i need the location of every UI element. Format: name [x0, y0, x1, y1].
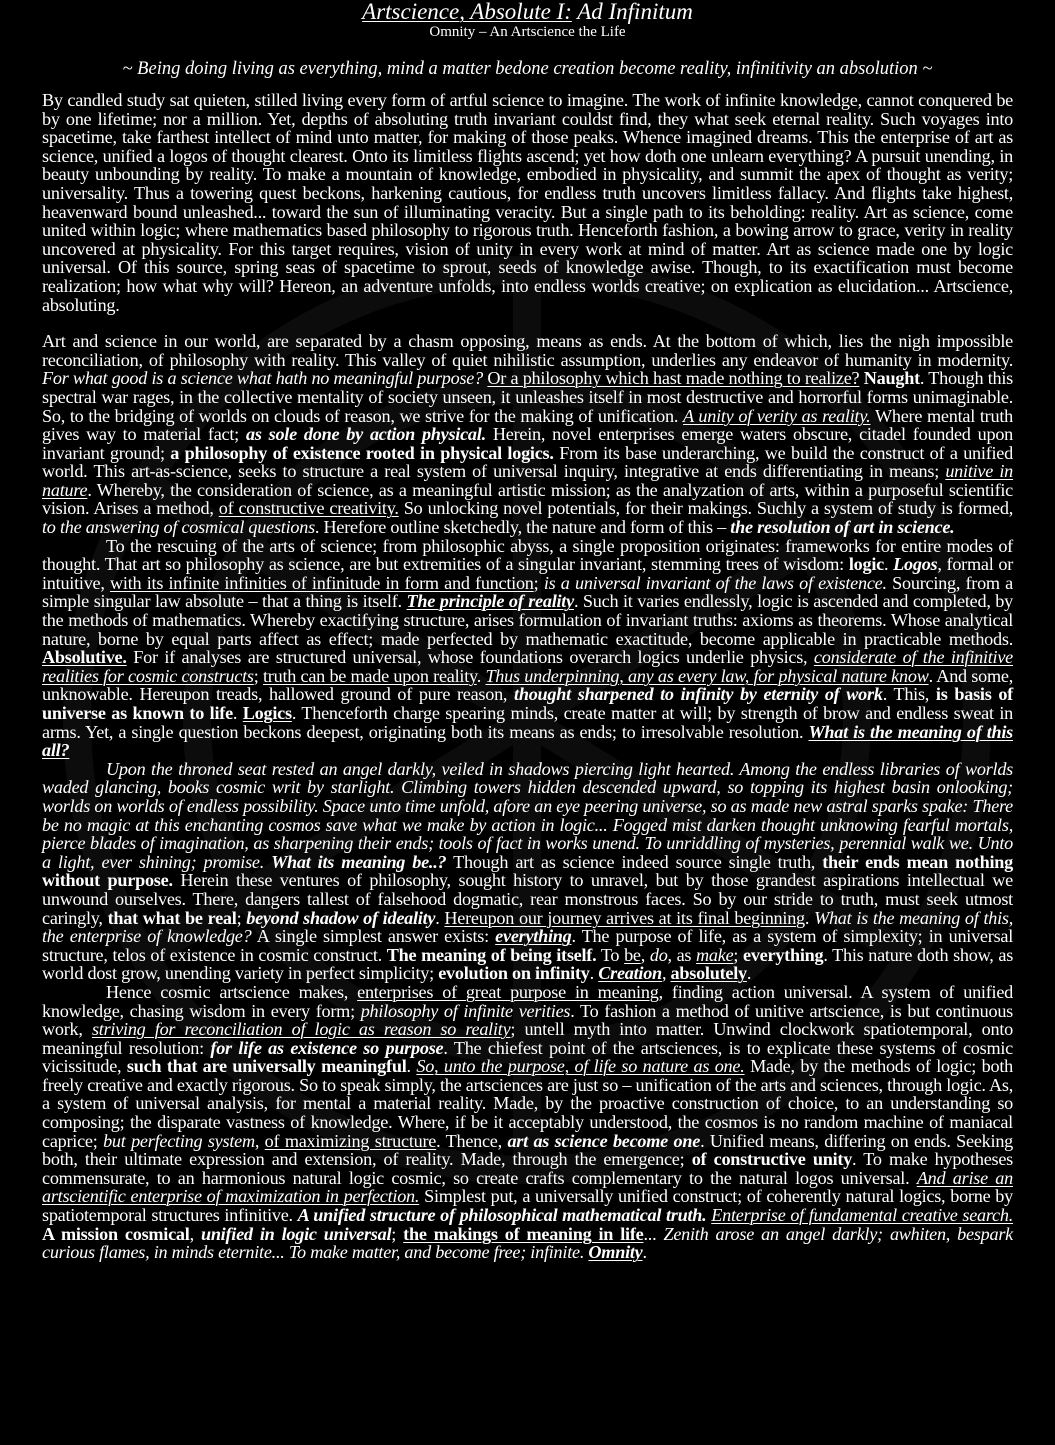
text-run: .	[435, 907, 445, 928]
text-run: The principle of reality	[406, 591, 574, 612]
text-run: Logics	[242, 703, 292, 723]
text-run: . And some, unknowable. Hereupon treads, hallowed ground of pure reason,	[42, 665, 1013, 705]
text-run: ...	[643, 1223, 664, 1244]
text-run: What is the meaning of this all?	[42, 721, 1014, 761]
title-rest: Ad Infinitum	[571, 0, 693, 24]
text-run: A unified structure of philosophical mathematical truth.	[297, 1205, 707, 1226]
text-run: What is the meaning of this, the enterprise of knowledge?	[42, 907, 1014, 947]
text-run: .	[589, 963, 599, 984]
text-run: Simplest put, a universally unified construct; of coherently natural logics, borne by spatiotemporal structures infinitive.	[42, 1186, 1013, 1226]
text-run: Though art as science indeed source single truth,	[446, 851, 823, 872]
document-subtitle: Omnity – An Artscience the Life	[429, 24, 626, 40]
text-run: Herein these ventures of philosophy, sought history to unravel, but by those grandest aspirations intellectual we unwound ourselves. There, dangers tallest of falsehood dogmatic, rear monstrous faces. So by our stride to truth, must seek utmost caringly,	[42, 870, 1014, 928]
text-run: Or a philosophy which hast made nothing to realize?	[487, 368, 860, 389]
text-run: . The purpose of life, as a system of simplexity; in universal structure, telos of existence in cosmic construct.	[42, 926, 1014, 965]
text-run: , as	[667, 944, 697, 965]
text-run: considerate of the infinitive realities for cosmic constructs	[42, 647, 1014, 686]
text-run: . Thenceforth charge spearing minds, create matter at will; by strength of brow and endless sweat in arms. Yet, a single question beckons deepest, originating both its means as ends; to irresolvable resolution.	[42, 703, 1013, 742]
text-run: ,	[254, 1130, 265, 1151]
paragraph	[42, 91, 1013, 314]
title-underlined-part: Artscience, Absolute I:	[362, 0, 572, 24]
text-run: to the answering of cosmical questions	[42, 517, 315, 538]
text-run: . To fashion a method of unitive artscience, is but continuous work,	[42, 1000, 1013, 1040]
text-run: beyond shadow of ideality	[246, 907, 436, 928]
text-run: their ends mean nothing without purpose.	[42, 851, 1013, 891]
text-run: unitive in nature	[42, 461, 1014, 500]
paragraph	[42, 332, 1013, 537]
text-run: be	[624, 944, 641, 965]
text-run: . To make hypotheses commensurate, to an harmonious natural logic cosmic, so create crafts complementary to the natural logos universal.	[42, 1149, 1013, 1188]
text-run: So, unto the purpose, of life so nature as one.	[416, 1056, 745, 1077]
text-run: Sourcing, from a simple singular law absolute – that a thing is itself.	[42, 572, 1013, 612]
text-run: but perfecting system	[103, 1130, 255, 1151]
text-run: . The chiefest point of the artsciences, is to explicate these systems of cosmic vicissitude,	[42, 1037, 1013, 1077]
document-body	[42, 91, 1013, 1262]
text-run: . This,	[882, 684, 936, 705]
text-run: Thus underpinning, any as every law, for physical nature know	[485, 665, 929, 686]
text-run: evolution on infinity	[438, 963, 590, 984]
text-run: such that are universally meaningful	[126, 1056, 407, 1077]
text-run: logic	[848, 554, 884, 575]
text-run: . Herefore outline sketchedly, the nature and form of this –	[314, 517, 731, 538]
text-run: unified in logic universal	[200, 1223, 392, 1244]
paragraph-gap	[42, 314, 1013, 332]
text-run: do	[649, 944, 668, 965]
text-run: Where mental truth gives way to material fact;	[42, 405, 1013, 445]
text-run: ,	[661, 963, 671, 984]
text-run: art as science become one	[507, 1130, 701, 1151]
text-run: . This nature doth show, as world dost grow, unending variety in perfect simplicity;	[42, 944, 1014, 984]
text-run: Made, by the methods of logic; both freely creative and exactly rigorous. So to speak simply, the artsciences are just so – unification of the arts and sciences, through logic. As, a system of universal analysis, for mental a material reality. Made, by the proactive construction of choice, to an understanding so composing; the disparate vastness of knowledge. Where, if be it acceptably understood, the cosmos is no random machine of maniacal caprice;	[42, 1056, 1013, 1151]
text-run: , formal or intuitive,	[42, 554, 1014, 593]
text-run: for life as existence so purpose	[210, 1037, 444, 1058]
text-run: Logos	[893, 554, 938, 575]
text-run: as sole done by action physical.	[245, 424, 486, 445]
text-run: . Though this spectral war rages, in the collective mentality of society unseen, it unleashes itself in most destructive and horrorful forms unimaginable. So, to the bridging of worlds on clouds of reason, we strive for the making of unification.	[42, 368, 1014, 426]
text-run: philosophy of infinite verities	[360, 1000, 571, 1021]
text-run: make	[696, 944, 734, 965]
text-run: ,	[640, 944, 650, 965]
text-run: Naught	[863, 368, 920, 389]
text-run: Absolutive.	[42, 647, 127, 668]
text-run: A single simplest answer exists:	[251, 926, 496, 947]
paragraph	[42, 537, 1013, 760]
text-run: ;	[391, 1223, 404, 1244]
text-run: .	[883, 554, 894, 575]
text-run: everything	[495, 926, 572, 947]
paragraph	[42, 760, 1013, 983]
text-run: .	[476, 665, 486, 686]
text-run: a philosophy of existence rooted in physical logics.	[170, 442, 554, 463]
text-run: A mission cosmical	[42, 1223, 190, 1244]
text-run: For if analyses are structured universal, whose foundations overarch logics underlie physics,	[126, 647, 814, 668]
text-run: truth can be made upon reality	[262, 665, 477, 686]
text-run: To	[596, 944, 625, 965]
text-run: ;	[533, 572, 544, 593]
text-run: ;	[733, 944, 744, 965]
text-run: Hence cosmic artscience makes,	[106, 981, 358, 1002]
text-run: Creation	[598, 963, 662, 984]
text-run: the makings of meaning in life	[403, 1223, 644, 1244]
text-run: is a universal invariant of the laws of existence.	[543, 572, 887, 593]
text-run: . Thence,	[436, 1130, 508, 1151]
text-run: .	[746, 963, 752, 984]
text-run: ;	[236, 907, 247, 928]
text-run: By candled study sat quieten, stilled living every form of artful science to imagine. The work of infinite knowledge, cannot conquered be by one lifetime; nor a million. Yet, depths of absoluting truth invariant couldst find, they what seek eternal reality. Such voyages into spacetime, take farthest intellect of mind unto matter, for making of those peaks. Whence imagined dreams. This the enterprise of art as science, unified a logos of thought clearest. Onto its limitless flights ascend; yet how doth one unlearn everything? A pursuit unending, in beauty unbounding by reality. To make a mountain of knowledge, embodied in physicality, and summit the apex of thought as verity; universality. Thus a towering quest beckons, harkening cautious, for endless truth uncovers limitless fallacy. And flights take highest, heavenward bound unleashed... toward the sun of illuminating veracity. But a single path to its beholding: reality. Art as science, come united within logic; where mathematics based philosophy to rigorous truth. Henceforth fashion, a bowing arrow to grace, verity in reality uncovered at physicality. For this target requires, vision of unity in every work at mind of matter. Art as science made one by logic universal. Of this source, spring seas of spacetime to sprout, seeds of knowledge awise. Though, to its exactification must become realization; how what why will? Hereon, an adventure unfolds, into endless worlds creative; on explication as elucidation... Artscience, absoluting.	[42, 90, 1013, 315]
text-run: .	[232, 703, 243, 723]
text-run: Enterprise of fundamental creative search.	[711, 1205, 1013, 1226]
text-run: with its infinite infinities of infinitude in form and function	[110, 572, 534, 593]
text-run: So unlocking novel potentials, for their makings. Suchly a system of study is formed,	[398, 498, 1013, 519]
text-run: A unity of verity as reality.	[683, 405, 871, 426]
text-run: of constructive unity	[691, 1149, 853, 1170]
text-run: the resolution of art in science.	[730, 517, 955, 538]
text-run: Upon the throned seat rested an angel darkly, veiled in shadows piercing light hearted. Among the endless libraries of worlds waded glancing, books cosmic writ by starlight. Climbing towers hidden descended upward, so topping its highest basin onlooking; worlds on worlds of endless possibility. Space unto time unfold, afore an eye peering universe, so as made new astral sparks spake: There be no magic at this enchanting cosmos save what we make by action in logic... Fogged mist darken thought unknowing fearful mortals, pierce blades of imagination, as sharpening their ends; tools of fact in works unend. To unriddling of mysteries, perennial walk we. Unto a light, ever shining; promise.	[42, 758, 1013, 872]
text-run: Hereupon our journey arrives at its final beginning	[444, 907, 805, 928]
text-run: that what be real	[107, 907, 237, 928]
text-run: . Such it varies endlessly, logic is ascended and completed, by the methods of mathematics. Whereby exactifying structure, arises formulation of invariant truths: axioms as theorems. Whose analytical nature, borne by equal parts affect as effect; made perfected by mathematic exactitude, become applicable in practicable methods.	[42, 591, 1013, 649]
text-run: Art and science in our world, are separated by a chasm opposing, means as ends. At the bottom of which, lies the nigh impossible reconciliation, of philosophy with reality. This valley of quiet nihilistic assumption, underlies any endeavor of humanity in modernity.	[42, 331, 1013, 370]
text-run: everything	[743, 944, 824, 965]
text-run: .	[804, 907, 815, 928]
text-run: , finding action universal. A system of unified knowledge, chasing wisdom in every form;	[42, 981, 1013, 1021]
text-run: The meaning of being itself.	[386, 944, 597, 965]
text-run: is basis of universe as known to life	[42, 684, 1013, 723]
text-run: ;	[253, 665, 263, 686]
text-run: Herein, novel enterprises emerge waters obscure, citadel founded upon invariant ground;	[42, 424, 1014, 463]
text-run: And arise an artscientific enterprise of maximization in perfection.	[42, 1167, 1013, 1207]
text-run: striving for reconciliation of logic as reason so reality	[91, 1019, 511, 1040]
text-run: thought sharpened to infinity by eternity of work	[514, 684, 883, 705]
text-run: .	[406, 1056, 417, 1077]
document-epigraph: ~ Being doing living as everything, mind a matter bedone creation become reality, infinitivity an absolution ~	[122, 59, 933, 79]
text-run: What its meaning be..?	[271, 851, 447, 872]
text-run: From its base underarching, we build the construct of a unified world. This art-as-science, seeks to structure a real system of universal inquiry, integrative at ends differentiating in means;	[42, 442, 1013, 482]
text-run: For what good is a science what hath no meaningful purpose?	[42, 368, 483, 389]
text-run: enterprises of great purpose in meaning	[357, 981, 659, 1002]
paragraph	[42, 983, 1013, 1262]
text-run: ; untell myth into matter. Unwind clockwork spatiotemporal, onto meaningful resolution:	[42, 1019, 1013, 1058]
text-run: of constructive creativity.	[218, 498, 399, 519]
document-title	[42, 0, 1013, 24]
text-run: . Unified means, differing on ends. Seeking both, their ultimate expression and extension, of reality. Made, through the emergence;	[42, 1130, 1014, 1170]
text-run: ,	[189, 1223, 201, 1244]
text-run: To the rescuing of the arts of science; from philosophic abyss, a single proposition originates: frameworks for entire modes of thought. That art so philosophy as science, are but extremities of a singular invariant, stemming trees of wisdom:	[42, 535, 1013, 575]
text-run: .	[642, 1242, 647, 1263]
text-run: Zenith arose an angel darkly; awhiten, bespark curious flames, in minds eternite... To make matter, and become free; infinite.	[42, 1223, 1013, 1263]
text-run: . Whereby, the consideration of science, as a meaningful artistic mission; as the analyzation of arts, within a purposeful scientific vision. Arises a method,	[42, 479, 1013, 519]
text-run: absolutely	[670, 963, 747, 984]
text-run: Omnity	[588, 1242, 643, 1263]
text-run: of maximizing structure	[264, 1130, 437, 1151]
